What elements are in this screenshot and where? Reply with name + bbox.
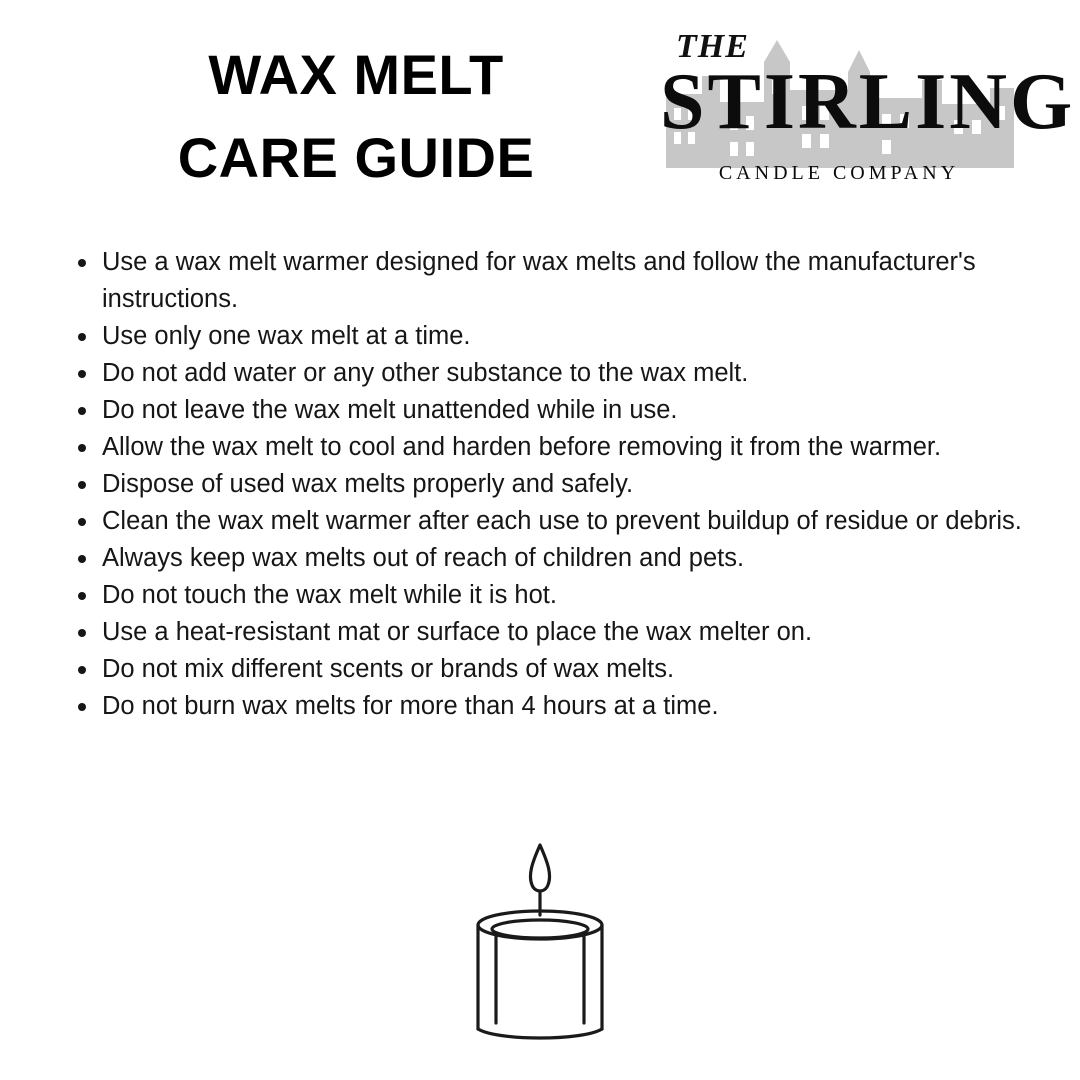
- list-item: Do not leave the wax melt unattended while in use.: [68, 392, 1036, 429]
- list-item: Always keep wax melts out of reach of children and pets.: [68, 540, 1036, 577]
- page-title: [96, 34, 616, 200]
- brand-logo: [654, 22, 1076, 212]
- list-item: Do not add water or any other substance to the wax melt.: [68, 355, 1036, 392]
- logo-tagline-text: CANDLE COMPANY: [718, 162, 960, 184]
- care-instructions-list: [68, 244, 1036, 725]
- list-item: Do not touch the wax melt while it is hot.: [68, 577, 1036, 614]
- list-item: Use a heat-resistant mat or surface to place the wax melter on.: [68, 614, 1036, 651]
- list-item: Allow the wax melt to cool and harden before removing it from the warmer.: [68, 429, 1036, 466]
- list-item: Do not mix different scents or brands of wax melts.: [68, 651, 1036, 688]
- list-item: Do not burn wax melts for more than 4 hours at a time.: [68, 688, 1036, 725]
- document-header: [0, 22, 1080, 212]
- logo-the-text: THE: [676, 28, 749, 65]
- title-line-1: WAX MELT: [208, 43, 504, 106]
- logo-name-text: STIRLING: [660, 58, 1076, 146]
- list-item: Clean the wax melt warmer after each use to prevent buildup of residue or debris.: [68, 503, 1036, 540]
- logo-artwork: [654, 22, 1076, 212]
- lit-candle-icon: [440, 837, 640, 1052]
- list-item: Use only one wax melt at a time.: [68, 318, 1036, 355]
- title-line-2: CARE GUIDE: [177, 125, 535, 189]
- list-item: Dispose of used wax melts properly and safely.: [68, 466, 1036, 503]
- list-item: Use a wax melt warmer designed for wax melts and follow the manufacturer's instructions.: [68, 244, 1036, 318]
